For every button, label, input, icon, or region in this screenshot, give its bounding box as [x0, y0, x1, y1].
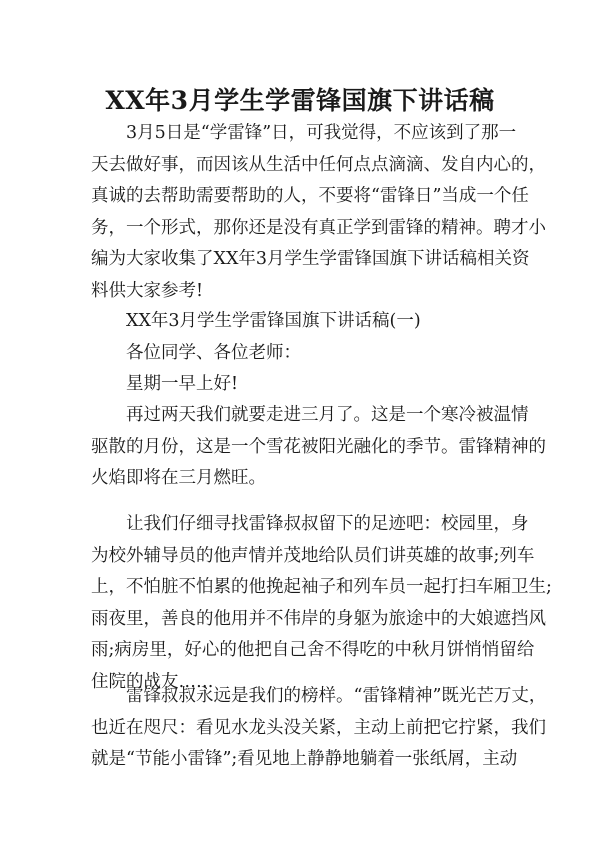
paragraph-line: 上，不怕脏不怕累的他挽起袖子和列车员一起打扫车厢卫生; [91, 577, 552, 597]
paragraph-line: 各位同学、各位老师： [126, 343, 301, 363]
paragraph-line: 天去做好事，而因该从生活中任何点点滴滴、发自内心的， [91, 154, 546, 175]
body-paragraph [91, 400, 546, 495]
paragraph-line: 也近在咫尺：看见水龙头没关紧，主动上前把它拧紧，我们 [91, 717, 546, 738]
paragraph-line: 为校外辅导员的他声情并茂地给队员们讲英雄的故事;列车 [91, 545, 535, 566]
body-paragraph [91, 681, 547, 776]
paragraph-line: 务，一个形式，那你还是没有真正学到雷锋的精神。聘才小 [91, 217, 546, 238]
paragraph-line: 驱散的月份，这是一个雪花被阳光融化的季节。雷锋精神的 [91, 436, 546, 457]
document-title: XX年3月学生学雷锋国旗下讲话稿 [105, 85, 495, 115]
paragraph-line: 雨;病房里，好心的他把自己舍不得吃的中秋月饼悄悄留给 [91, 640, 535, 660]
paragraph-line: 火焰即将在三月燃旺。 [91, 468, 266, 488]
paragraph-line: 料供大家参考! [91, 280, 204, 301]
paragraph-line: 星期一早上好! [126, 374, 239, 394]
paragraph-line: 雨夜里，善良的他用并不伟岸的身躯为旅途中的大娘遮挡风 [91, 608, 546, 629]
paragraph-line: 3月5日是“学雷锋”日，可我觉得，不应该到了那一 [126, 123, 517, 143]
paragraph-line: 编为大家收集了XX年3月学生学雷锋国旗下讲话稿相关资 [91, 249, 530, 269]
paragraph-line: 真诚的去帮助需要帮助的人，不要将“雷锋日”当成一个任 [91, 186, 529, 206]
paragraph-line: 雷锋叔叔永远是我们的榜样。“雷锋精神”既光芒万丈， [126, 686, 547, 706]
paragraph-line: 再过两天我们就要走进三月了。这是一个寒冷被温情 [126, 405, 529, 425]
paragraph-line: 就是“节能小雷锋”;看见地上静静地躺着一张纸屑，主动 [91, 749, 518, 769]
intro-paragraph [91, 118, 546, 307]
section-heading [91, 306, 511, 338]
greeting-paragraph [91, 369, 511, 401]
paragraph-line: 让我们仔细寻找雷锋叔叔留下的足迹吧：校园里，身 [126, 514, 529, 534]
body-paragraph [91, 509, 552, 698]
paragraph-line: 住院的战友…… [91, 671, 214, 692]
salutation-paragraph [91, 338, 511, 370]
paragraph-line: XX年3月学生学雷锋国旗下讲话稿(一) [126, 311, 421, 331]
